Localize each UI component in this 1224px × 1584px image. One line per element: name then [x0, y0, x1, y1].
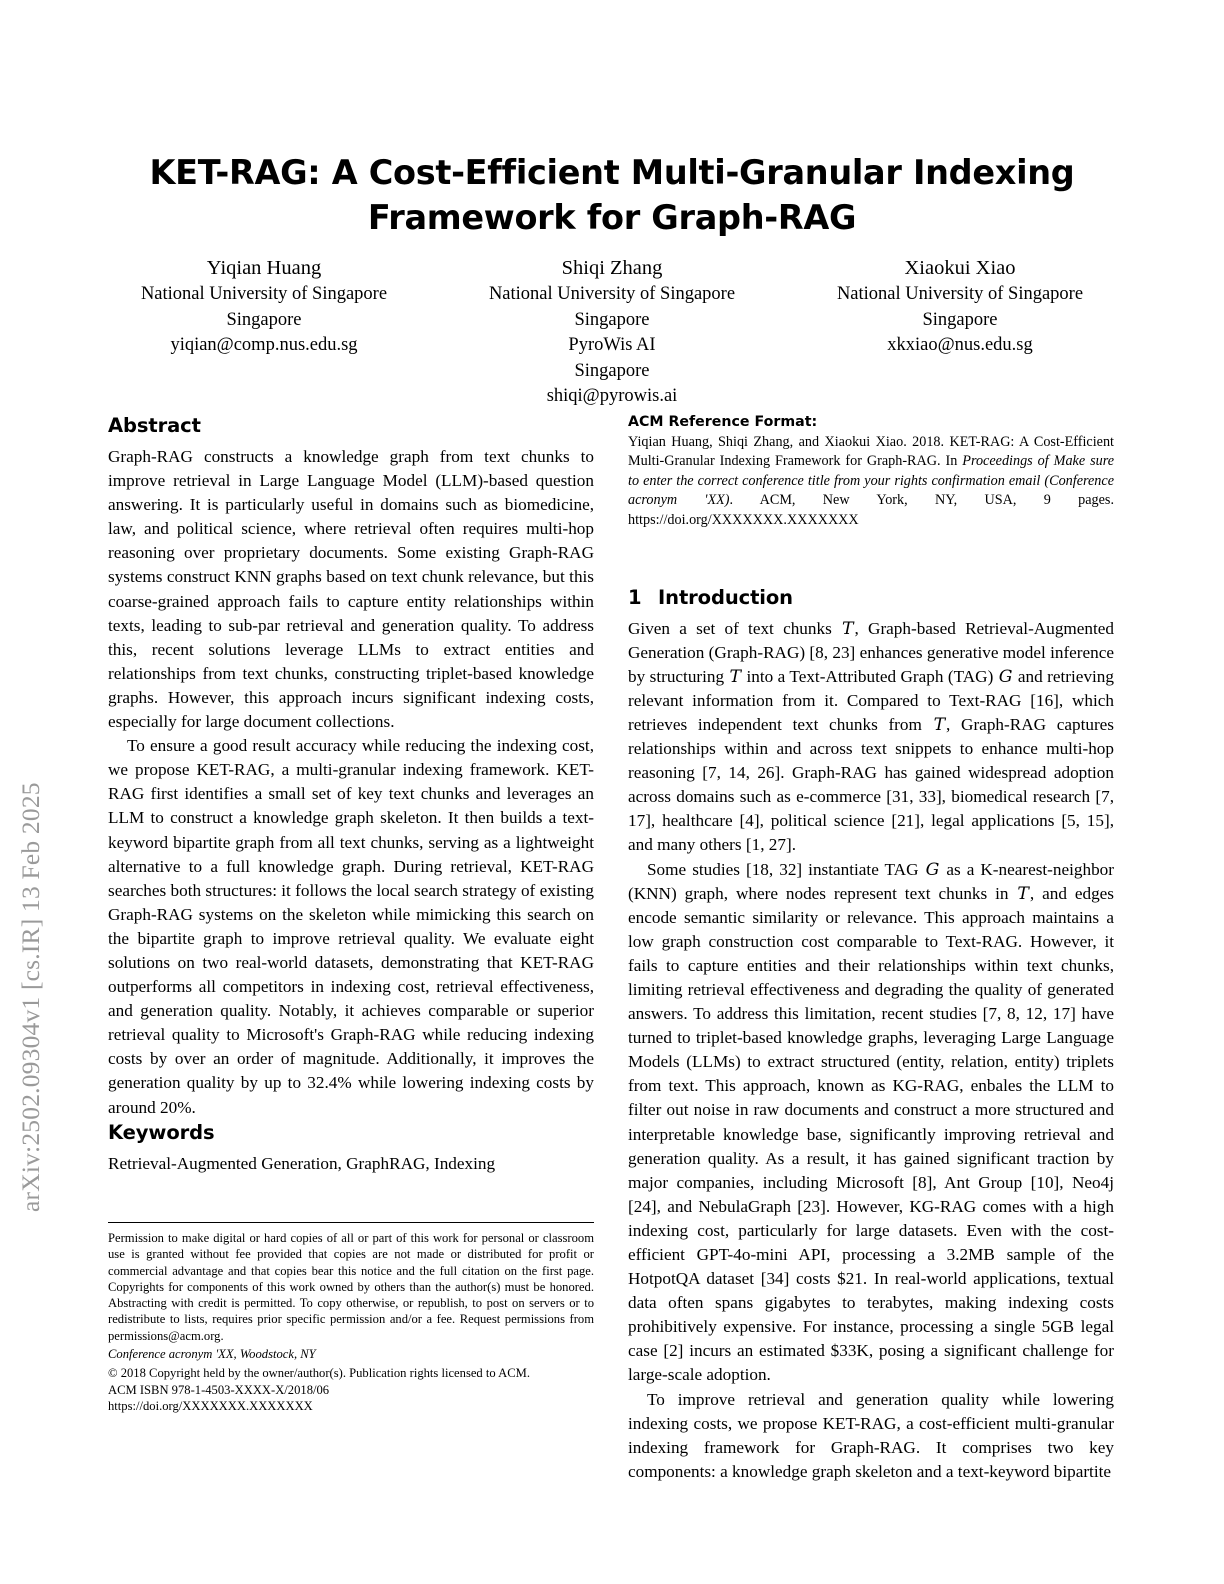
intro-p1-b: , Graph-based Retrieval-Augmented Generation (Graph-RAG) [8, 23] enhances generative model inference by structuring [628, 618, 1114, 686]
section-spacer-2 [628, 558, 1114, 585]
author-country: Singapore [922, 309, 998, 330]
abstract-paragraph-1: Graph-RAG constructs a knowledge graph from text chunks to improve retrieval in Large Language Model (LLM)-based question answering. It is particularly useful in domains such as biomedicine, law, and political science, where retrieval often requires multi-hop reasoning over proprietary documents. Some existing Graph-RAG systems construct KNN graphs based on text chunk relevance, but this coarse-grained approach fails to capture entity relationships within texts, leading to sub-par retrieval and generation quality. To address this, recent solutions leverage LLMs to extract entities and relationships from text chunks, constructing triplet-based knowledge graphs. However, this approach incurs significant indexing costs, especially for large document collections. [108, 447, 594, 732]
title-block [112, 150, 1112, 240]
abstract-paragraph-2: To ensure a good result accuracy while reducing the indexing cost, we propose KET-RAG, a multi-granular indexing framework. KET-RAG first identifies a small set of key text chunks and leverages an LLM to construct a knowledge graph skeleton. It then builds a text-keyword bipartite graph from all text chunks, serving as a lightweight alternative to a full knowledge graph. During retrieval, KET-RAG searches both structures: it follows the local search strategy of existing Graph-RAG systems on the skeleton while mimicking this search on the bipartite graph to improve retrieval quality. We evaluate eight solutions on two real-world datasets, demonstrating that KET-RAG outperforms all competitors in indexing cost, retrieval effectiveness, and generation quality. Notably, it achieves comparable or superior retrieval quality to Microsoft's Graph-RAG while reducing indexing costs by over an order of magnitude. Additionally, it improves the generation quality by up to 32.4% while lowering indexing costs by around 20%. [108, 736, 594, 1117]
copyright-permission: Permission to make digital or hard copies of all or part of this work for personal or classroom use is granted without fee provided that copies are not made or distributed for profit or commercial advantage and that copies bear this notice and the full citation on the first page. Copyrights for components of this work owned by others than the author(s) must be honored. Abstracting with credit is permitted. To copy otherwise, or republish, to post on servers or to redistribute to lists, requires prior specific permission and/or a fee. Request permissions from permissions@acm.org. [108, 1231, 594, 1343]
author-list [108, 255, 1116, 410]
section-title: Introduction [658, 585, 793, 609]
page-title: KET-RAG: A Cost-Efficient Multi-Granular Indexing Framework for Graph-RAG [149, 153, 1075, 237]
intro-p1-a: Given a set of text chunks [628, 618, 842, 638]
author-block-3 [804, 255, 1116, 359]
math-symbol-g: G [925, 859, 940, 880]
right-column [628, 413, 1114, 1484]
keywords-heading: Keywords [108, 1120, 215, 1144]
acm-reference-part2: . ACM, New York, NY, USA, 9 pages. https://doi.org/XXXXXXX.XXXXXXX [628, 492, 1114, 528]
math-symbol-g: G [998, 666, 1013, 687]
acm-reference-heading: ACM Reference Format: [628, 414, 818, 430]
left-column [108, 413, 594, 1176]
acm-reference-format [628, 413, 1114, 531]
arxiv-stamp-text: arXiv:2502.09304v1 [cs.IR] 13 Feb 2025 [16, 782, 45, 1212]
copyright-block [108, 1222, 594, 1414]
author-country: Singapore [574, 309, 650, 330]
acm-reference-italic: Proceedings of Make sure to enter the correct conference title from your rights confirmation email (Conference acronym 'XX) [628, 453, 1114, 509]
acm-reference-part1: Yiqian Huang, Shiqi Zhang, and Xiaokui Xiao. 2018. KET-RAG: A Cost-Efficient Multi-Granular Indexing Framework for Graph-RAG. In [628, 433, 1114, 470]
author-affiliation: National University of Singapore [488, 284, 736, 304]
author-block-1 [108, 255, 420, 359]
author-name: Yiqian Huang [206, 257, 322, 279]
intro-p2-a: Some studies [18, 32] instantiate TAG [647, 859, 925, 879]
intro-p1-c: into a Text-Attributed Graph (TAG) [742, 666, 998, 686]
author-affiliation: National University of Singapore [140, 284, 388, 304]
author-block-2 [456, 255, 768, 410]
math-symbol-t: T [842, 618, 854, 639]
author-name: Xiaokui Xiao [904, 257, 1016, 279]
intro-p1-e: , Graph-RAG captures relationships within and across text snippets to enhance multi-hop reasoning [7, 14, 26]. Graph-RAG has gained widespread adoption across domains such as e-commerce [31, 33], biomedical research [7, 17], healthcare [4], political science [21], legal applications [5, 15], and many others [1, 27]. [628, 714, 1114, 855]
author-country: Singapore [226, 309, 302, 330]
author-name: Shiqi Zhang [561, 257, 663, 279]
author-country-secondary: Singapore [574, 360, 650, 381]
introduction-heading [628, 585, 1114, 611]
copyright-divider [108, 1222, 594, 1223]
intro-p2-b: as a K-nearest-neighbor (KNN) graph, where nodes represent text chunks in [628, 859, 1114, 903]
math-symbol-t: T [729, 666, 742, 687]
intro-paragraph-1 [628, 617, 1114, 858]
intro-paragraph-2 [628, 858, 1114, 1388]
author-email: xkxiao@nus.edu.sg [887, 335, 1033, 355]
author-email: yiqian@comp.nus.edu.sg [170, 335, 358, 355]
section-spacer [628, 531, 1114, 558]
arxiv-stamp [0, 0, 62, 1584]
section-number: 1 [628, 585, 642, 609]
intro-paragraph-3: To improve retrieval and generation quality while lowering indexing costs, we propose KET-RAG, a cost-efficient multi-granular indexing framework for Graph-RAG. It comprises two key components: a knowledge graph skeleton and a text-keyword bipartite [628, 1389, 1114, 1481]
math-symbol-t: T [933, 714, 946, 735]
copyright-line: © 2018 Copyright held by the owner/author(s). Publication rights licensed to ACM. [108, 1366, 530, 1381]
author-affiliation-secondary: PyroWis AI [568, 335, 656, 355]
copyright-doi: https://doi.org/XXXXXXX.XXXXXXX [108, 1398, 313, 1413]
math-symbol-t: T [1017, 883, 1029, 904]
author-email: shiqi@pyrowis.ai [546, 386, 678, 406]
author-affiliation: National University of Singapore [836, 284, 1084, 304]
intro-p1-d: and retrieving relevant information from it. Compared to Text-RAG [16], which retrieves independent text chunks from [628, 666, 1114, 734]
abstract-heading: Abstract [108, 414, 201, 437]
copyright-conference: Conference acronym 'XX, Woodstock, NY [108, 1347, 316, 1362]
copyright-isbn: ACM ISBN 978-1-4503-XXXX-X/2018/06 [108, 1382, 330, 1397]
keywords-text: Retrieval-Augmented Generation, GraphRAG, Indexing [108, 1153, 496, 1173]
intro-p2-c: , and edges encode semantic similarity or relevance. This approach maintains a low graph construction cost comparable to Text-RAG. However, it fails to capture entities and their relationships within text chunks, limiting retrieval effectiveness and degrading the quality of generated answers. To address this limitation, recent studies [7, 8, 12, 17] have turned to triplet-based knowledge graphs, leveraging Large Language Models (LLMs) to extract structured (entity, relation, entity) triplets from text. This approach, known as KG-RAG, enbales the LLM to filter out noise in raw documents and construct a more structured and interpretable knowledge base, significantly improving retrieval and generation quality. As a result, it has gained significant traction by major companies, including Microsoft [8], Ant Group [10], Neo4j [24], and NebulaGraph [23]. However, KG-RAG comes with a high indexing cost, particularly for large datasets. Even with the cost-efficient GPT-4o-mini API, processing a 3.2MB sample of the HotpotQA dataset [34] costs $21. In real-world applications, textual data often spans gigabytes to terabytes, making indexing costs prohibitively expensive. For instance, processing a single 5GB legal case [2] incurs an estimated $33K, posing a significant challenge for large-scale adoption. [628, 883, 1114, 1385]
